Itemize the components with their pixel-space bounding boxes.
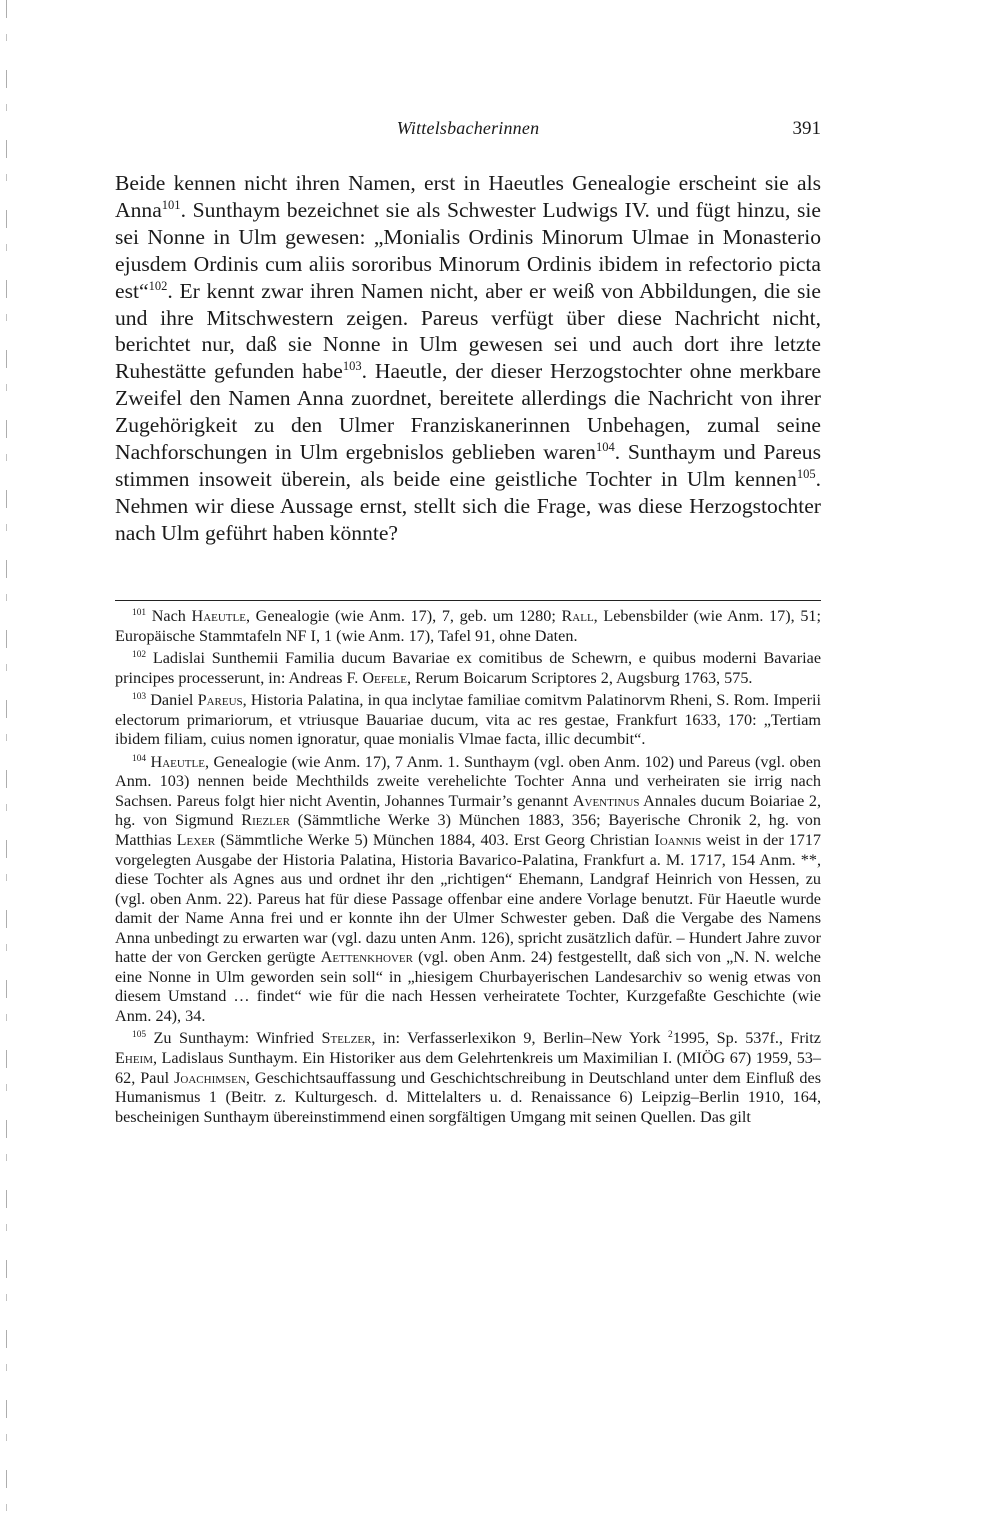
footnote-text: (Sämmtliche Werke 3) München 1883, 356; Bayerische Chronik 2, hg. von Matthias xyxy=(115,811,821,850)
footnote-103 xyxy=(115,691,821,750)
body-text-segment: . Haeutle, der dieser Herzogstochter ohne merkbare Zweifel den Namen Anna zuordnet, bereitete allerdings die Nachricht von ihrer Zugehörigkeit zu den Ulmer Franziskanerinnen Unbehagen, zumal seine Nachforschungen in Ulm ergebnislos geblieben waren xyxy=(115,359,821,465)
footnote-text: , Ladislaus Sunthaym. Ein Historiker aus dem Gelehrtenkreis um Maximilian I. (MIÖG 67) 1959, 53–62, Paul xyxy=(115,1049,821,1087)
footnote-ref[interactable]: 101 xyxy=(161,198,181,213)
body-text-segment: . Er kennt zwar ihren Namen nicht, aber er weiß von Abbildungen, die sie und ihre Mitschwestern zeigen. Pareus verfügt über diese Nachricht nicht, berichtet nur, daß sie Nonne in Ulm gewesen sei und auch dort ihre letzte Ruhestätte gefunden habe xyxy=(115,278,821,384)
author-name: Ioannis xyxy=(654,831,702,850)
footnote-text: , in: Verfasserlexikon 9, Berlin–New York xyxy=(371,1029,669,1048)
footnote-text: , Geschichtsauffassung und Geschichtschreibung in Deutschland unter dem Einfluß des Humanismus 1 (Beitr. z. Kulturgesch. d. Mittelalters u. d. Renaissance 6) Leipzig–Berlin 1910, 164, bescheinigen Sunthaym übereinstimmend einen sorgfältigen Umgang mit seinen Quellen. Das gilt xyxy=(115,1068,821,1126)
running-title: Wittelsbacherinnen xyxy=(396,118,540,138)
body-text-segment: . Nehmen wir diese Aussage ernst, stellt sich die Frage, was diese Herzogstochter nach Ulm geführt haben könnte? xyxy=(115,466,821,545)
body-text-segment: . Sunthaym bezeichnet sie als Schwester Ludwigs IV. und fügt hinzu, sie sei Nonne in Ulm gewesen: „Monialis Ordinis Minorum Ulmae in Monasterio ejusdem Ordinis cum aliis sororibus Minorum Ordinis ibidem in refectorio picta est“ xyxy=(115,197,821,303)
main-paragraph xyxy=(115,170,821,547)
author-name: Haeutle xyxy=(146,752,205,771)
footnote-105 xyxy=(115,1029,821,1127)
footnote-number: 104 xyxy=(132,754,147,765)
footnote-text: Zu Sunthaym: Winfried xyxy=(146,1029,322,1048)
footnote-text: , Genealogie (wie Anm. 17), 7, geb. um 1280; xyxy=(245,607,562,625)
footnote-separator xyxy=(115,600,821,601)
footnote-text: Annales ducum Boiariae 2, hg. von Sigmund xyxy=(115,791,821,830)
author-name: Aettenkhover xyxy=(320,948,413,967)
edition-superscript: 2 xyxy=(668,1030,673,1041)
author-name: Aventinus xyxy=(572,791,640,810)
footnote-number: 103 xyxy=(132,692,147,703)
footnote-text: Nach xyxy=(146,607,192,625)
footnote-text: (vgl. oben Anm. 24) festgestellt, daß sich von „N. N. welche eine Nonne in Ulm geworden sein soll“ in „hiesigem Churbayerischen Landesarchiv so wenig etwas von diesem Umstand … findet“ wie für die nach Hessen verheiratete Tochter, Kurzgefaßte Geschichte (wie Anm. 24), 34. xyxy=(115,948,821,1025)
body-text-segment: Beide kennen nicht ihren Namen, erst in Haeutles Genealogie erscheint sie als Anna xyxy=(115,171,821,222)
footnote-102 xyxy=(115,649,821,688)
author-name: Joachimsen xyxy=(174,1068,246,1087)
footnote-text: , Historia Palatina, in qua inclytae familiae comitvm Palatinorvm Rheni, S. Rom. Imperii electorum primariorum, et vtriusque Bauariae ducum, vita ac res gestae, Frankfurt 1633, 170: „Tertiam ibidem filiam, cuius nomen ignoratur, quae monialis Vlmae facta, illic decumbit“. xyxy=(115,691,822,749)
footnote-text: , Rerum Boicarum Scriptores 2, Augsburg 1763, 575. xyxy=(407,668,753,687)
author-name: Pareus xyxy=(197,691,243,710)
scan-edge-artifact xyxy=(6,0,7,1537)
author-name: Oefele xyxy=(362,668,407,687)
author-name: Stelzer xyxy=(321,1029,372,1048)
author-name: Riezler xyxy=(241,811,290,830)
author-name: Rall xyxy=(561,607,594,625)
footnote-text: , Genealogie (wie Anm. 17), 7 Anm. 1. Sunthaym (vgl. oben Anm. 102) und Pareus (vgl. oben Anm. 103) nennen beide Mechthilds zweite verehelichte Tochter Anna und verheiraten sie irrig nach Sachsen. Pareus folgt hier nicht Aventin, Johannes Turmair’s genannt xyxy=(115,752,821,810)
footnote-text: , Lebensbilder (wie Anm. 17), 51; Europäische Stammtafeln NF I, 1 (wie Anm. 17), Tafel 91, ohne Daten. xyxy=(115,607,822,645)
footnote-text: weist in der 1717 vorgelegten Ausgabe der Historia Palatina, Historia Bavarico-Palatina, Frankfurt a. M. 1717, 154 Anm. **, diese Tochter als Agnes aus und ordnet ihr den „richtigen“ Ehemann, Landgraf Heinrich von Hessen, zu (vgl. oben Anm. 22). Pareus hat für diese Passage offenbar eine andere Vorlage benutzt. Für Haeutle wurde damit der Name Anna frei und er konnte ihn der Ulmer Schwester geben. Daß die Vergabe des Namens Anna unbedingt zu erwarten war (vgl. dazu unten Anm. 126), spricht zusätzlich dafür. – Hundert Jahre zuvor hatte der von Gercken gerügte xyxy=(115,831,822,967)
footnotes xyxy=(115,607,821,1130)
author-name: Lexer xyxy=(176,831,216,850)
footnote-101 xyxy=(115,607,821,646)
footnote-ref[interactable]: 102 xyxy=(148,278,168,293)
footnote-text: Daniel xyxy=(146,691,198,710)
footnote-text: Ladislai Sunthemii Familia ducum Bavariae ex comitibus de Schewrn, e quibus moderni Bavariae principes processerunt, in: Andreas F. xyxy=(115,649,821,687)
body-text-segment: . Sunthaym und Pareus stimmen insoweit überein, als beide eine geistliche Tochter in Ulm kennen xyxy=(115,440,821,491)
footnote-text: (Sämmtliche Werke 5) München 1884, 403. Erst Georg Christian xyxy=(215,831,655,850)
footnote-number: 105 xyxy=(132,1030,147,1041)
page-header xyxy=(115,118,821,144)
footnote-ref[interactable]: 104 xyxy=(595,440,615,455)
footnote-text: 1995, Sp. 537f., Fritz xyxy=(672,1029,821,1048)
footnote-ref[interactable]: 103 xyxy=(342,359,362,374)
footnote-ref[interactable]: 105 xyxy=(796,467,816,482)
author-name: Eheim xyxy=(115,1049,153,1068)
footnote-number: 102 xyxy=(132,650,147,661)
page-number: 391 xyxy=(792,118,821,139)
footnote-number: 101 xyxy=(132,608,147,619)
author-name: Haeutle xyxy=(191,607,246,625)
footnote-104 xyxy=(115,753,821,1027)
